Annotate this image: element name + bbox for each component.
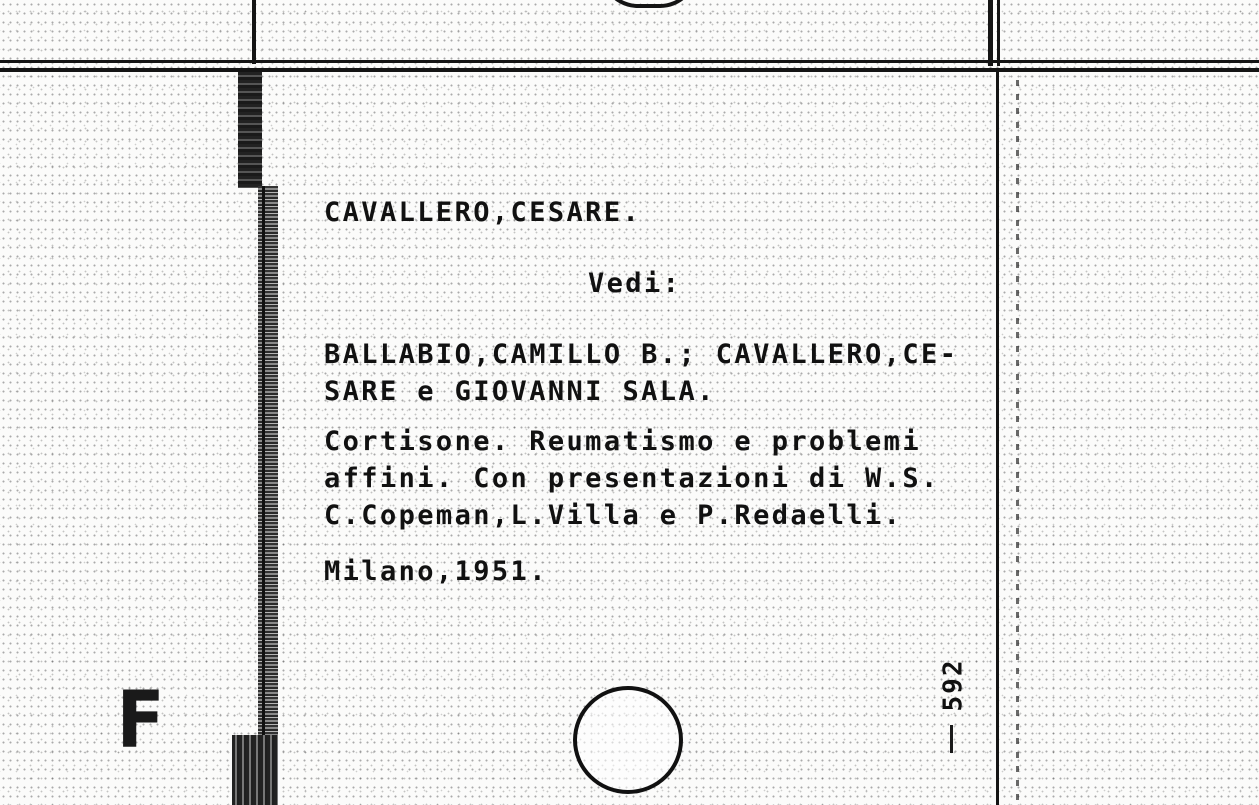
drawer-top-rule [0,60,1259,63]
upper-card-right-edge [988,0,993,66]
card-number [933,650,973,720]
see-label: Vedi: [588,268,682,299]
title-line-2: affini. Con presentazioni di W.S. [324,463,940,494]
card-top-edge [0,68,1259,72]
drawer-letter: F [116,676,165,766]
card-right-edge [996,72,999,805]
title-line-3: C.Copeman,L.Villa e P.Redaelli. [324,500,903,531]
upper-card-right-edge-inner [997,0,1000,66]
adjacent-card-edge [1016,80,1019,800]
card-spine-base [232,735,278,805]
card-left-edge [262,186,265,746]
card-number-tick [950,725,953,753]
authors-line-2: SARE e GIOVANNI SALA. [324,376,716,407]
authors-line-1: BALLABIO,CAMILLO B.; CAVALLERO,CE- [324,339,959,370]
title-line-1: Cortisone. Reumatismo e problemi [324,426,921,457]
card-heading: CAVALLERO,CESARE. [324,197,642,228]
card-left-spine [258,186,278,746]
card-divider-tab [238,72,262,188]
place-year: Milano,1951. [324,556,548,587]
card-number-text: 592 [938,658,968,712]
upper-card-left-edge [252,0,256,64]
punch-hole [573,686,683,794]
previous-card-punch-hole [600,0,698,8]
